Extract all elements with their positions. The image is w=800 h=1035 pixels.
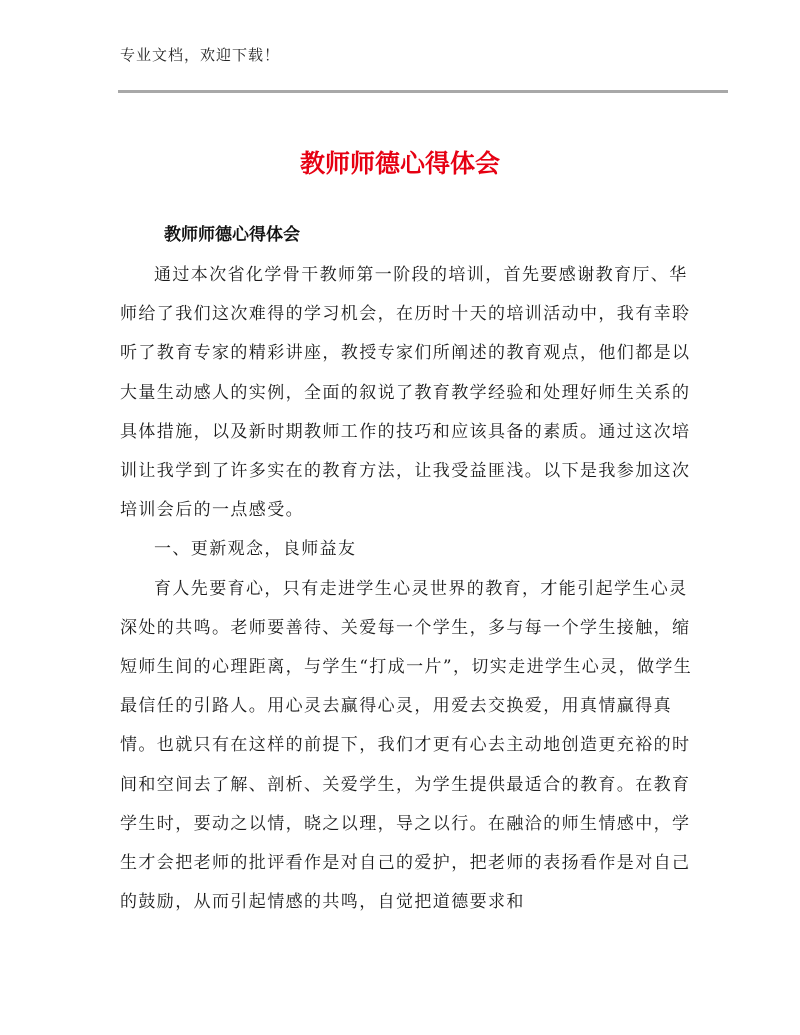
section-paragraph: 育人先要育心，只有走进学生心灵世界的教育，才能引起学生心灵深处的共鸣。老师要善待、关爱每一个学生，多与每一个学生接触，缩短师生间的心理距离，与学生“打成一片”，切实走进学生心灵，做学生最信任的引路人。用心灵去赢得心灵，用爱去交换爱，用真情赢得真情。也就只有在这样的前提下，我们才更有心去主动地创造更充裕的时间和空间去了解、剖析、关爱学生，为学生提供最适合的教育。在教育学生时，要动之以情，晓之以理，导之以行。在融洽的师生情感中，学生才会把老师的批评看作是对自己的爱护，把老师的表扬看作是对自己的鼓励，从而引起情感的共鸣，自觉把道德要求和	[120, 578, 693, 913]
header-divider	[118, 90, 728, 93]
document-subtitle: 教师师德心得体会	[164, 225, 300, 245]
intro-paragraph: 通过本次省化学骨干教师第一阶段的培训，首先要感谢教育厅、华师给了我们这次难得的学习机会，在历时十天的培训活动中，我有幸聆听了教育专家的精彩讲座，教授专家们所阐述的教育观点，他们都是以大量生动感人的实例，全面的叙说了教育教学经验和处理好师生关系的具体措施，以及新时期教师工作的技巧和应该具备的素质。通过这次培训让我学到了许多实在的教育方法，让我受益匪浅。以下是我参加这次培训会后的一点感受。	[120, 265, 691, 521]
document-body	[120, 256, 695, 922]
document-title: 教师师德心得体会	[299, 149, 500, 178]
header-note: 专业文档，欢迎下载！	[120, 46, 281, 64]
section-heading: 一、更新观念，良师益友	[154, 539, 357, 560]
